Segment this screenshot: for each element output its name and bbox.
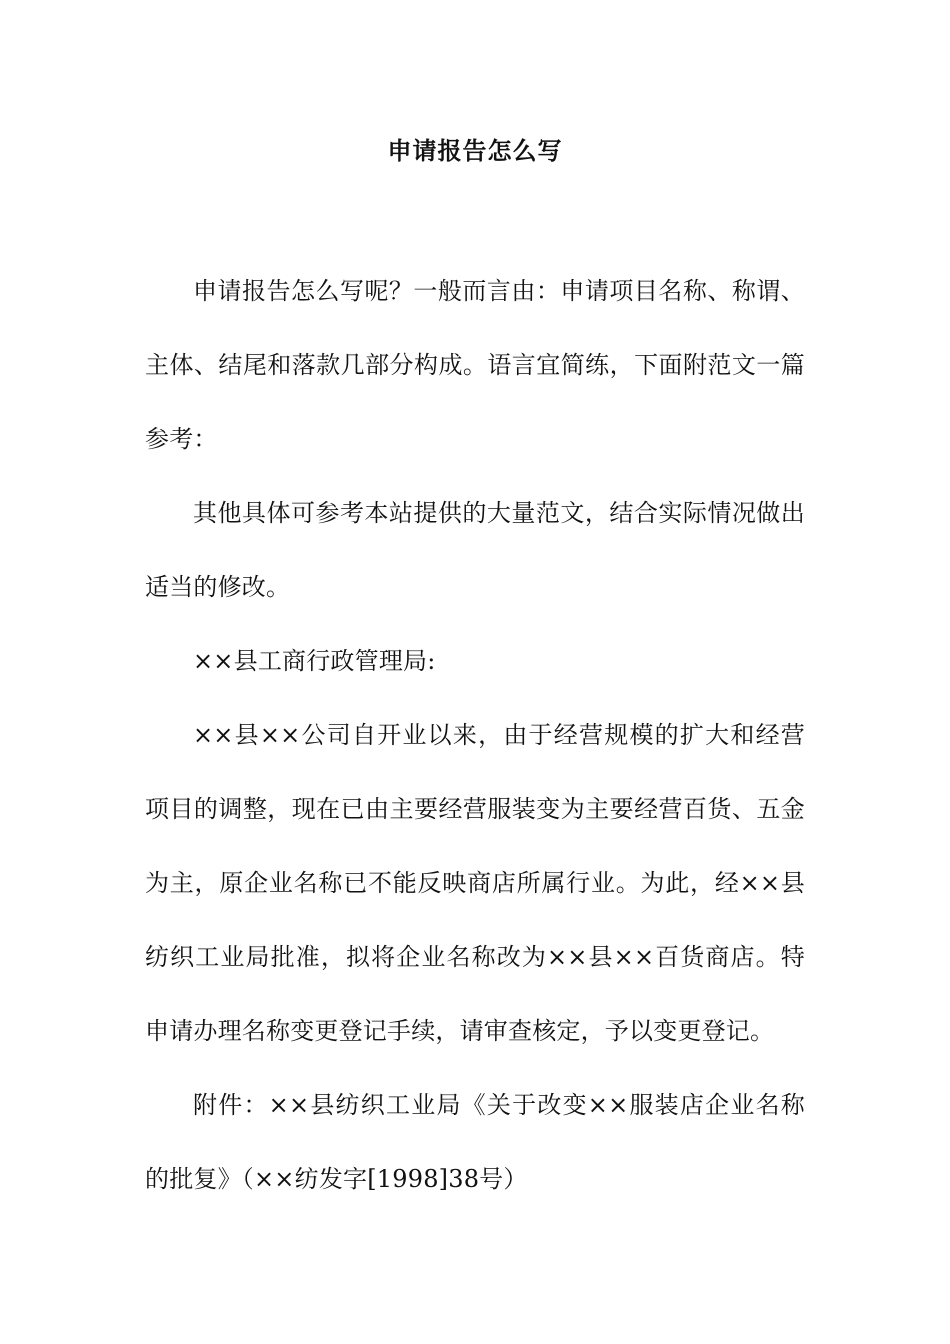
paragraph-intro: 申请报告怎么写呢？一般而言由：申请项目名称、称谓、主体、结尾和落款几部分构成。语言宜简练，下面附范文一篇参考： (145, 277, 805, 453)
paragraph-attachment: 附件：××县纺织工业局《关于改变××服装店企业名称的批复》（××纺发字[1998]38号） (145, 1091, 805, 1193)
paragraph-main-request: ××县××公司自开业以来，由于经营规模的扩大和经营项目的调整，现在已由主要经营服装变为主要经营百货、五金为主，原企业名称已不能反映商店所属行业。为此，经××县纺织工业局批准，拟将企业名称改为××县××百货商店。特申请办理名称变更登记手续，请审查核定，予以变更登记。 (145, 721, 805, 1045)
document-title: 申请报告怎么写 (387, 137, 563, 165)
document-body (145, 254, 805, 1216)
paragraph-reference-note: 其他具体可参考本站提供的大量范文，结合实际情况做出适当的修改。 (145, 499, 805, 601)
paragraph-salutation: ××县工商行政管理局: (193, 647, 436, 675)
